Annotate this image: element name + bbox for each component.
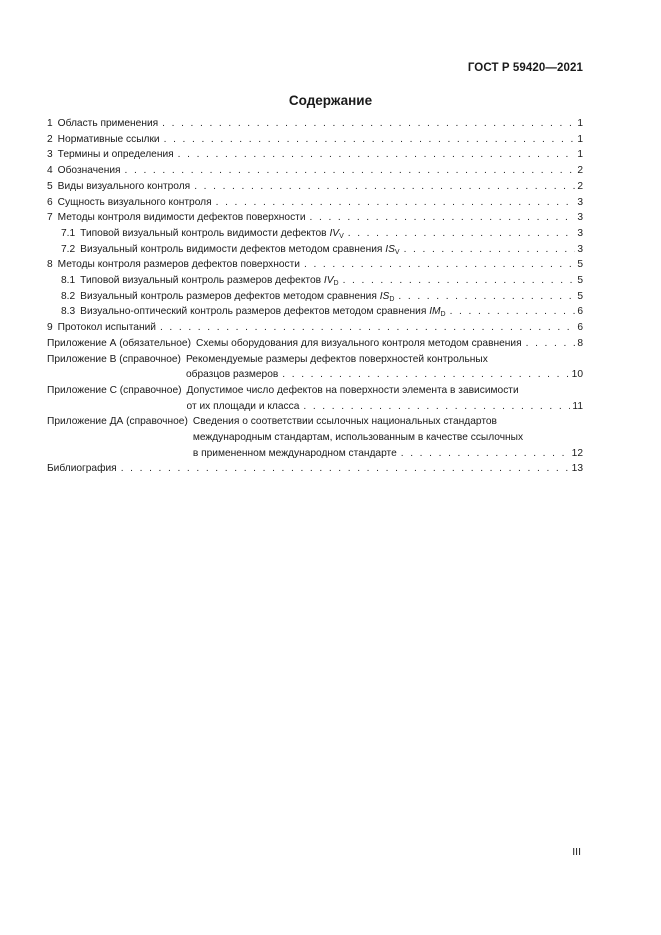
toc-entry-5[interactable] <box>47 179 583 195</box>
toc-entry-2[interactable] <box>47 132 583 148</box>
dot-leader <box>162 116 575 132</box>
symbol: IM <box>429 306 441 318</box>
toc-page: 1 <box>577 149 583 161</box>
toc-text <box>80 242 399 258</box>
toc-entry-7-2[interactable] <box>47 242 583 258</box>
toc-page: 6 <box>577 306 583 318</box>
toc-page: 13 <box>571 463 583 475</box>
toc-text: Виды визуального контроля <box>57 180 191 192</box>
toc-page: 3 <box>577 212 583 224</box>
table-of-contents <box>47 116 583 477</box>
toc-page: 3 <box>577 227 583 239</box>
dot-leader <box>398 289 575 305</box>
toc-entry-7-1[interactable] <box>47 226 583 242</box>
toc-text: Область применения <box>57 118 159 129</box>
dot-leader <box>450 304 576 320</box>
symbol: IS <box>379 290 390 302</box>
dot-leader <box>194 179 575 195</box>
dot-leader <box>282 367 569 383</box>
annex-last-line <box>193 446 583 462</box>
annex-text: в примененном международном стандарте <box>192 447 397 459</box>
annex-label: Приложение А (обязательное) <box>47 337 191 349</box>
toc-text-main: Визуально-оптический контроль размеров дефектов методом сравнения <box>80 306 427 318</box>
toc-bibliography[interactable] <box>47 461 583 477</box>
toc-text <box>80 289 394 305</box>
toc-number: 5 <box>47 180 53 192</box>
toc-annex-c[interactable] <box>47 383 583 414</box>
toc-page: 5 <box>577 275 583 287</box>
toc-page: 1 <box>577 118 583 129</box>
symbol-subscript: D <box>389 295 395 303</box>
toc-text: Методы контроля видимости дефектов поверхности <box>57 212 306 224</box>
annex-label: Приложение С (справочное) <box>47 384 182 396</box>
toc-entry-7[interactable] <box>47 210 583 226</box>
toc-page: 2 <box>577 180 583 192</box>
symbol: IV <box>329 227 340 239</box>
dot-leader <box>310 210 576 226</box>
toc-annex-da[interactable] <box>47 414 583 461</box>
page-title: Содержание <box>288 93 373 108</box>
toc-entry-8-2[interactable] <box>47 289 583 305</box>
toc-page: 5 <box>577 259 583 271</box>
toc-entry-8[interactable] <box>47 257 583 273</box>
toc-text <box>80 273 338 289</box>
toc-entry-1[interactable] <box>47 116 583 132</box>
annex-text: Рекомендуемые размеры дефектов поверхностей контрольных <box>185 353 488 365</box>
toc-page: 6 <box>577 322 583 334</box>
toc-text: Протокол испытаний <box>57 322 156 334</box>
toc-number: 8 <box>47 259 53 271</box>
toc-entry-8-3[interactable] <box>47 304 583 320</box>
toc-number: 8.1 <box>61 275 76 287</box>
annex-text: международным стандартам, использованным в качестве ссылочных <box>192 432 524 444</box>
toc-annex-b[interactable] <box>47 352 583 383</box>
toc-entry-4[interactable] <box>47 163 583 179</box>
toc-text: Библиография <box>47 463 117 475</box>
toc-page: 5 <box>577 290 583 302</box>
annex-last-line <box>187 399 583 415</box>
annex-text: образцов размеров <box>185 369 279 381</box>
symbol-subscript: D <box>333 280 339 288</box>
toc-page: 8 <box>577 337 583 349</box>
toc-page: 3 <box>577 243 583 255</box>
toc-entry-6[interactable] <box>47 195 583 211</box>
toc-page: 2 <box>577 165 583 177</box>
toc-number: 9 <box>47 322 53 334</box>
dot-leader <box>304 257 575 273</box>
annex-text: от их площади и класса <box>186 400 300 412</box>
symbol-subscript: V <box>394 248 400 256</box>
toc-number: 6 <box>47 196 53 208</box>
toc-annex-a[interactable] <box>47 336 583 352</box>
toc-text: Термины и определения <box>57 149 174 161</box>
dot-leader <box>125 163 576 179</box>
toc-number: 1 <box>47 118 53 129</box>
toc-text: Обозначения <box>57 165 121 177</box>
toc-text-main: Типовой визуальный контроль видимости дефектов <box>80 227 327 239</box>
toc-page: 10 <box>571 369 583 381</box>
toc-entry-8-1[interactable] <box>47 273 583 289</box>
toc-text: Сущность визуального контроля <box>57 196 212 208</box>
symbol-subscript: V <box>339 232 344 240</box>
toc-text: Методы контроля размеров дефектов поверхности <box>57 259 300 271</box>
toc-text-main: Визуальный контроль видимости дефектов методом сравнения <box>80 243 383 255</box>
toc-text: Нормативные ссылки <box>57 133 160 145</box>
toc-number: 2 <box>47 133 53 145</box>
dot-leader <box>121 461 570 477</box>
toc-page: 12 <box>571 447 583 459</box>
doc-code: ГОСТ Р 59420—2021 <box>467 62 583 74</box>
symbol: IV <box>323 275 334 287</box>
annex-last-line <box>196 336 583 352</box>
toc-number: 8.2 <box>61 290 76 302</box>
dot-leader <box>303 399 570 415</box>
toc-text <box>80 304 445 320</box>
dot-leader <box>178 147 576 163</box>
toc-page: 3 <box>577 196 583 208</box>
toc-number: 8.3 <box>61 306 76 318</box>
dot-leader <box>404 242 576 258</box>
toc-number: 3 <box>47 149 53 161</box>
toc-number: 4 <box>47 165 53 177</box>
dot-leader <box>160 320 575 336</box>
annex-text: Допустимое число дефектов на поверхности элемента в зависимости <box>186 384 519 396</box>
annex-text: Схемы оборудования для визуального контроля методом сравнения <box>196 337 522 349</box>
toc-entry-9[interactable] <box>47 320 583 336</box>
toc-text <box>80 226 344 242</box>
page-number: III <box>572 846 581 858</box>
dot-leader <box>348 226 576 242</box>
annex-label: Приложение В (справочное) <box>47 353 181 365</box>
symbol-subscript: D <box>440 311 446 319</box>
toc-number: 7.2 <box>61 243 76 255</box>
toc-text-main: Визуальный контроль размеров дефектов методом сравнения <box>80 290 377 302</box>
dot-leader <box>343 273 576 289</box>
toc-number: 7.1 <box>61 227 76 239</box>
annex-label: Приложение ДА (справочное) <box>47 416 188 428</box>
dot-leader <box>401 446 570 462</box>
toc-page: 11 <box>572 400 583 412</box>
annex-last-line <box>186 367 583 383</box>
toc-page: 1 <box>577 133 583 145</box>
toc-entry-3[interactable] <box>47 147 583 163</box>
dot-leader <box>164 132 576 148</box>
dot-leader <box>216 195 576 211</box>
toc-number: 7 <box>47 212 53 224</box>
annex-text: Сведения о соответствии ссылочных национальных стандартов <box>192 416 497 428</box>
dot-leader <box>526 336 576 352</box>
symbol: IS <box>385 243 395 255</box>
toc-text-main: Типовой визуальный контроль размеров дефектов <box>80 275 322 287</box>
